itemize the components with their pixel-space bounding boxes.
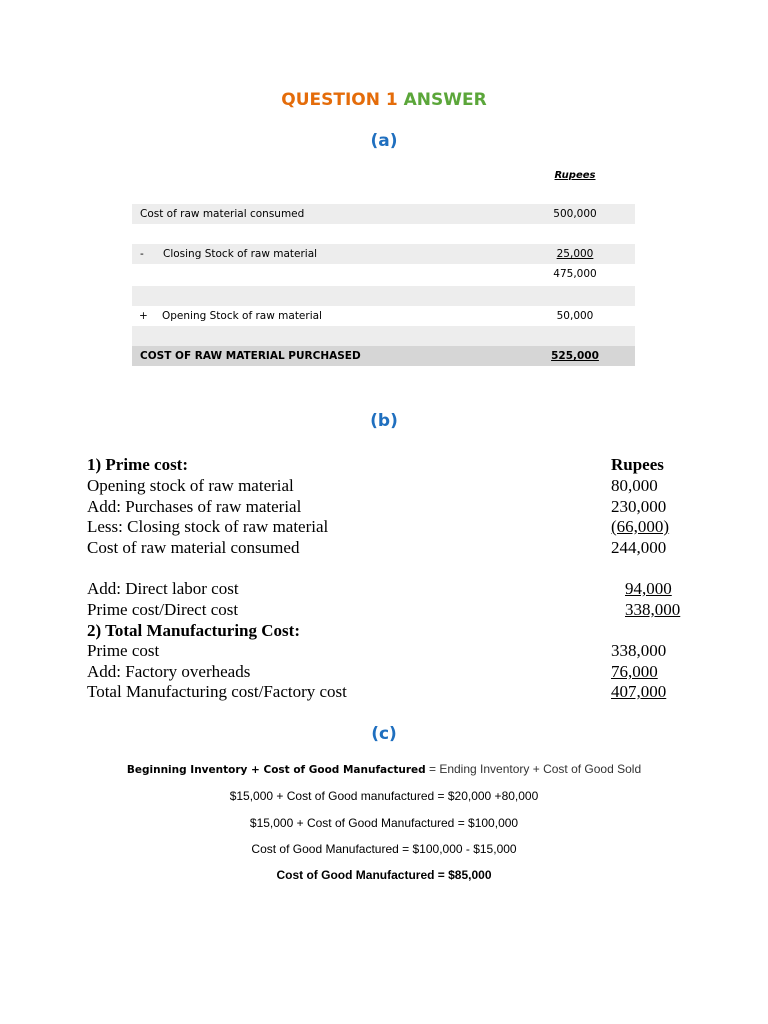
equation-left: Beginning Inventory + Cost of Good Manufactured [126, 764, 426, 776]
prime-cost-heading: 1) Prime cost: [87, 455, 189, 474]
page-title [0, 90, 768, 110]
table-row [132, 264, 635, 284]
rupees-column-header: Rupees [611, 455, 664, 474]
row-label: COST OF RAW MATERIAL PURCHASED [140, 350, 361, 362]
equation-line [0, 762, 768, 776]
table-row-spacer [132, 326, 635, 346]
statement-line-label: Opening stock of raw material [87, 476, 294, 495]
statement-line-amount: 244,000 [611, 538, 667, 557]
row-amount: 500,000 [553, 208, 597, 220]
table-row [132, 204, 635, 224]
statement-line-amount: 230,000 [611, 497, 667, 516]
row-amount: 50,000 [556, 310, 594, 322]
title-answer: ANSWER [403, 90, 487, 110]
table-total-row [132, 346, 635, 366]
statement-line-amount: 338,000 [625, 600, 681, 619]
row-sign: + [139, 310, 148, 322]
rupees-column-header: Rupees [554, 170, 596, 181]
statement-line-label: Total Manufacturing cost/Factory cost [87, 682, 347, 701]
row-label: Opening Stock of raw material [162, 310, 322, 322]
row-amount: 475,000 [553, 268, 597, 280]
row-label: Closing Stock of raw material [163, 248, 318, 260]
equation-right: = Ending Inventory + Cost of Good Sold [425, 762, 642, 776]
statement-line-label: Cost of raw material consumed [87, 538, 300, 557]
equation-result: Cost of Good Manufactured = $85,000 [276, 868, 492, 882]
section-a-label: (a) [370, 131, 398, 151]
title-question: QUESTION 1 [281, 90, 398, 110]
statement-line-label: Add: Purchases of raw material [87, 497, 302, 516]
manufacturing-cost-heading: 2) Total Manufacturing Cost: [87, 621, 300, 640]
table-row-spacer [132, 286, 635, 306]
statement-line-label: Less: Closing stock of raw material [87, 517, 329, 536]
statement-line-amount: 407,000 [611, 682, 667, 701]
statement-line-label: Prime cost/Direct cost [87, 600, 239, 619]
row-amount: 25,000 [556, 248, 594, 260]
table-row [132, 244, 635, 264]
equation-line: $15,000 + Cost of Good manufactured = $20,000 +80,000 [229, 789, 539, 803]
statement-line-label: Add: Direct labor cost [87, 579, 239, 598]
equation-line: Cost of Good Manufactured = $100,000 - $15,000 [251, 842, 517, 856]
statement-line-amount: 76,000 [611, 662, 658, 681]
statement-line-label: Add: Factory overheads [87, 662, 251, 681]
statement-line-label: Prime cost [87, 641, 160, 660]
row-amount: 525,000 [551, 350, 599, 362]
section-b-label: (b) [370, 411, 398, 431]
statement-line-amount: (66,000) [611, 517, 670, 536]
equation-line: $15,000 + Cost of Good Manufactured = $100,000 [249, 816, 519, 830]
row-label: Cost of raw material consumed [140, 208, 305, 220]
statement-line-amount: 80,000 [611, 476, 658, 495]
statement-line-amount: 338,000 [611, 641, 667, 660]
row-sign: - [140, 248, 144, 260]
statement-line-amount: 94,000 [625, 579, 672, 598]
table-row [132, 306, 635, 326]
section-c-label: (c) [371, 724, 397, 744]
